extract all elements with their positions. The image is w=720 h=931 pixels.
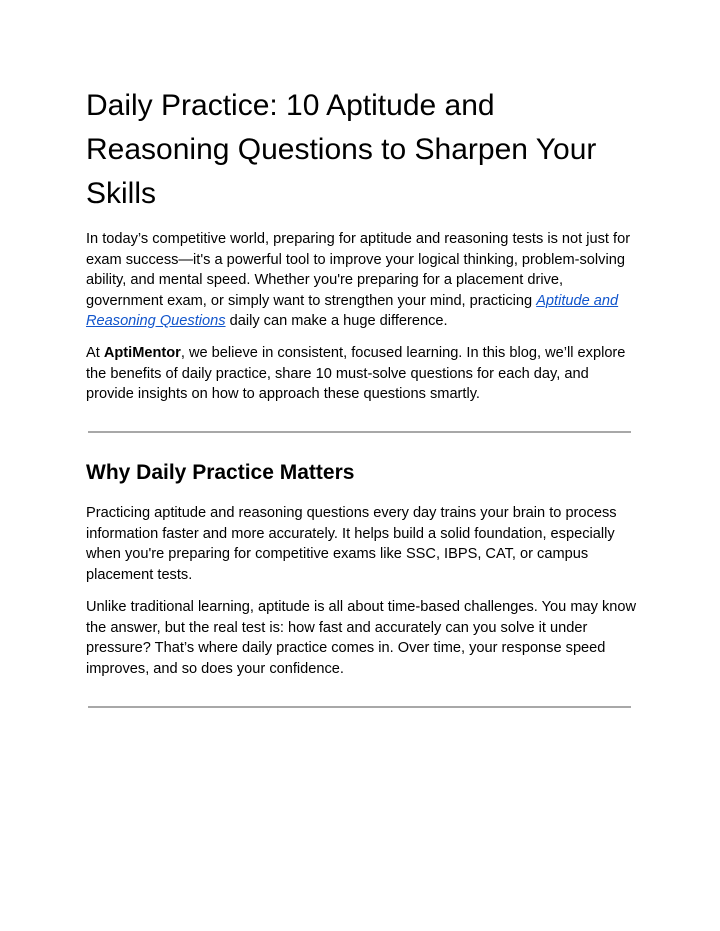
intro-paragraph: [86, 229, 638, 332]
intro-text-before-link: In today’s competitive world, preparing for aptitude and reasoning tests is not just for exam success—it's a powerful tool to improve your logical thinking, problem-solving ability, and mental speed. Whether you're preparing for a placement drive, government exam, or simply want to strengthen your mind, practicing: [86, 231, 631, 309]
section-heading: Why Daily Practice Matters: [86, 461, 355, 484]
section-paragraph-1: Practicing aptitude and reasoning questions every day trains your brain to process information faster and more accurately. It helps build a solid foundation, especially when you're preparing for competitive exams like SSC, IBPS, CAT, or campus placement tests.: [86, 505, 617, 583]
article-title: Daily Practice: 10 Aptitude and Reasoning Questions to Sharpen Your Skills: [86, 89, 597, 210]
divider: [88, 706, 631, 708]
about-paragraph: [86, 343, 638, 405]
brand-name: AptiMentor: [103, 345, 181, 361]
intro-text-after-link: daily can make a huge difference.: [225, 313, 448, 329]
section-paragraph-2: Unlike traditional learning, aptitude is all about time-based challenges. You may know the answer, but the real test is: how fast and accurately can you solve it under pressure? That’s where daily practice comes in. Over time, your response speed improves, and so does your confidence.: [86, 599, 637, 677]
about-prefix: At: [86, 345, 104, 361]
divider: [88, 431, 631, 433]
about-text: , we believe in consistent, focused learning. In this blog, we’ll explore the benefits of daily practice, share 10 must-solve questions for each day, and provide insights on how to approach these questions smartly.: [86, 345, 626, 402]
aptitude-reasoning-link[interactable]: Aptitude and Reasoning Questions: [86, 292, 619, 329]
